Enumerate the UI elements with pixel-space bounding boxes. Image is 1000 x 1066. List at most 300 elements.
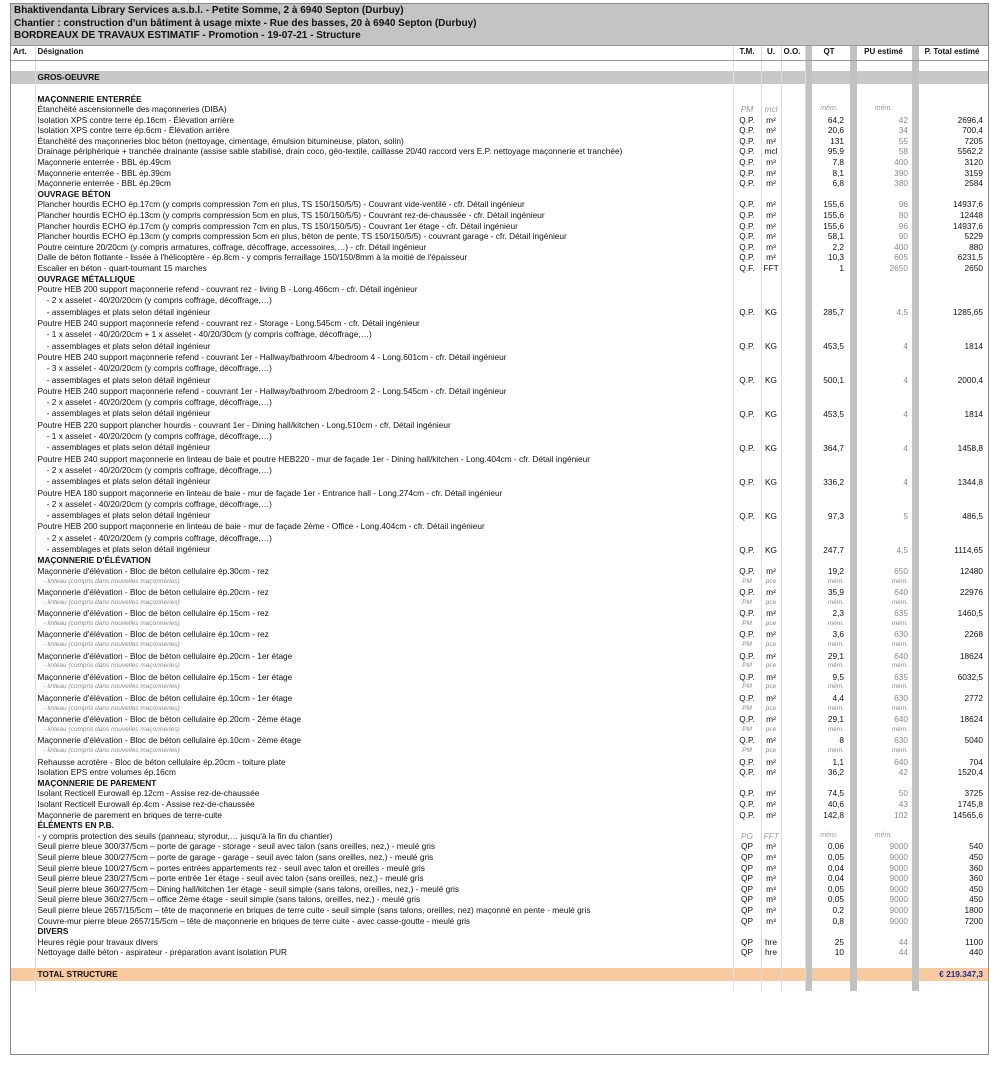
cell-oo xyxy=(781,704,805,715)
cell-unit: m² xyxy=(761,136,781,147)
table-row xyxy=(11,831,988,842)
cell-qt: 10,3 xyxy=(827,252,844,263)
cell-pu: 96 xyxy=(898,199,908,210)
cell-qt xyxy=(812,820,850,831)
cell-unit: KG xyxy=(761,352,781,386)
cell-unit: m² xyxy=(761,115,781,126)
gutter xyxy=(805,905,812,916)
gutter xyxy=(850,608,857,619)
cell-oo xyxy=(781,454,805,488)
cell-designation: MAÇONNERIE D'ÉLÉVATION xyxy=(35,555,733,566)
table-row xyxy=(11,746,988,757)
gutter xyxy=(805,199,812,210)
gutter xyxy=(850,640,857,651)
cell-unit xyxy=(761,968,781,981)
gutter xyxy=(805,926,812,937)
cell-tm: QP xyxy=(733,884,761,895)
table-row xyxy=(11,199,988,210)
cell-designation: - linteau (compris dans nouvelles maçonneries) xyxy=(35,640,733,651)
gutter xyxy=(805,788,812,799)
table-row xyxy=(11,386,988,420)
gutter xyxy=(805,587,812,598)
cell-tm: QP xyxy=(733,852,761,863)
cell-tm xyxy=(733,274,761,285)
cell-unit xyxy=(761,60,781,71)
cell-tm: PM xyxy=(733,577,761,588)
gutter xyxy=(912,704,919,715)
cell-qt: 9,5 xyxy=(832,671,844,682)
cell-oo xyxy=(781,661,805,672)
gutter xyxy=(805,94,812,105)
table-row xyxy=(11,725,988,736)
cell-qt xyxy=(812,555,850,566)
gutter xyxy=(805,894,812,905)
cell-oo xyxy=(781,104,805,115)
table-body xyxy=(11,60,988,991)
document-header xyxy=(11,4,988,46)
cell-designation: MAÇONNERIE ENTERRÉE xyxy=(35,94,733,105)
cell-art xyxy=(11,136,35,147)
cell-designation: Maçonnerie d'élévation - Bloc de béton cellulaire ép.10cm - 2ème étage xyxy=(35,735,733,746)
gutter xyxy=(805,284,812,318)
table-row xyxy=(11,884,988,895)
cell-unit: m³ xyxy=(761,916,781,927)
cell-qt: mém. xyxy=(827,725,844,733)
cell-qt: 19,2 xyxy=(827,565,844,576)
cell-unit: m² xyxy=(761,199,781,210)
gutter xyxy=(912,231,919,242)
gutter xyxy=(850,820,857,831)
gutter xyxy=(805,884,812,895)
cell-pu xyxy=(857,820,912,831)
cell-tm xyxy=(733,778,761,789)
cell-designation: Seuil pierre bleue 300/27/5cm – porte de garage - garage - seuil avec talon (sans oreilles, nez,) - meulé gris xyxy=(35,852,733,863)
gutter xyxy=(850,521,857,555)
table-row xyxy=(11,799,988,810)
gutter xyxy=(912,884,919,895)
cell-designation: Maçonnerie d'élévation - Bloc de béton cellulaire ép.15cm - rez xyxy=(35,608,733,619)
cell-oo xyxy=(781,958,805,968)
cell-total xyxy=(919,274,988,285)
cell-unit xyxy=(761,84,781,94)
cell-tm: PM xyxy=(733,640,761,651)
cell-total: 3159 xyxy=(964,167,983,178)
cell-art xyxy=(11,725,35,736)
gutter xyxy=(850,94,857,105)
cell-pu: mém. xyxy=(891,747,908,754)
gutter xyxy=(850,746,857,757)
gutter xyxy=(805,820,812,831)
gutter xyxy=(912,958,919,968)
gutter xyxy=(912,252,919,263)
gutter xyxy=(850,284,857,318)
cell-designation: - linteau (compris dans nouvelles maçonneries) xyxy=(35,577,733,588)
cell-designation: Poutre HEB 240 support maçonnerie en linteau de baie et poutre HEB220 - mur de façade 1er - Dining hall/kitchen - Long.404cm - cfr. Détail ingénieur - 2 x asselet - 40/20/20cm (y compris coffrage, décoffrage,…) - assemblages et plats selon détail ingénieur xyxy=(35,454,733,488)
cell-total: 5040 xyxy=(964,735,983,746)
cell-total: 1114,65 xyxy=(954,544,983,555)
table-row xyxy=(11,231,988,242)
gutter xyxy=(805,136,812,147)
cell-oo xyxy=(781,352,805,386)
cell-qt: 0,05 xyxy=(827,894,844,905)
cell-total: 450 xyxy=(969,883,983,894)
table-row xyxy=(11,916,988,927)
cell-pu xyxy=(857,94,912,105)
cell-pu: 4 xyxy=(903,341,908,352)
gutter xyxy=(912,454,919,488)
cell-unit: m² xyxy=(761,231,781,242)
gutter xyxy=(912,619,919,630)
cell-pu xyxy=(857,274,912,285)
gutter xyxy=(912,71,919,84)
cell-qt: 155,6 xyxy=(823,220,844,231)
cell-tm: Q.P. xyxy=(733,566,761,577)
gutter xyxy=(805,767,812,778)
table-row xyxy=(11,937,988,948)
gutter xyxy=(805,46,812,61)
cell-unit: KG xyxy=(761,454,781,488)
gutter xyxy=(805,799,812,810)
gutter xyxy=(805,693,812,704)
table-row xyxy=(11,947,988,958)
cell-tm: Q.P. xyxy=(733,608,761,619)
gutter xyxy=(805,757,812,768)
cell-qt: 364,7 xyxy=(823,443,844,454)
cell-oo xyxy=(781,274,805,285)
cell-unit: m² xyxy=(761,693,781,704)
cell-designation: Nettoyage dalle béton - aspirateur - préparation avant isolation PUR xyxy=(35,947,733,958)
table-row xyxy=(11,651,988,662)
col-header-art: Art. xyxy=(11,46,35,61)
cell-pu: 640 xyxy=(894,650,908,661)
gutter xyxy=(805,863,812,874)
cell-unit: m³ xyxy=(761,873,781,884)
cell-unit xyxy=(761,94,781,105)
gutter xyxy=(805,386,812,420)
cell-total: 2696,4 xyxy=(957,114,983,125)
gutter xyxy=(912,968,919,981)
gutter xyxy=(805,704,812,715)
gutter xyxy=(850,767,857,778)
gutter xyxy=(805,84,812,94)
cell-oo xyxy=(781,210,805,221)
cell-art xyxy=(11,916,35,927)
table-row xyxy=(11,352,988,386)
cell-art xyxy=(11,488,35,522)
cell-art xyxy=(11,221,35,232)
cell-unit: m² xyxy=(761,651,781,662)
table-row xyxy=(11,263,988,274)
cell-art xyxy=(11,608,35,619)
gutter xyxy=(850,841,857,852)
cell-qt: 0,05 xyxy=(827,851,844,862)
cell-pu: mém. xyxy=(891,619,908,627)
gutter xyxy=(805,420,812,454)
cell-qt: 155,6 xyxy=(823,199,844,210)
cell-pu xyxy=(857,555,912,566)
cell-pu: 640 xyxy=(894,714,908,725)
cell-oo xyxy=(781,651,805,662)
cell-designation: Maçonnerie d'élévation - Bloc de béton cellulaire ép.20cm - 2ème étage xyxy=(35,714,733,725)
cell-unit: m² xyxy=(761,714,781,725)
cell-art xyxy=(11,767,35,778)
cell-unit: m² xyxy=(761,810,781,821)
gutter xyxy=(850,778,857,789)
cell-unit xyxy=(761,274,781,285)
cell-qt xyxy=(812,981,850,991)
gutter xyxy=(850,231,857,242)
cell-total xyxy=(919,598,988,609)
gutter xyxy=(912,115,919,126)
cell-oo xyxy=(781,767,805,778)
gutter xyxy=(850,810,857,821)
cell-art xyxy=(11,682,35,693)
cell-tm: Q.P. xyxy=(733,252,761,263)
cell-total: € 219.347,3 xyxy=(919,968,988,981)
table-row xyxy=(11,157,988,168)
cell-qt: 35,9 xyxy=(827,587,844,598)
cell-tm: QP xyxy=(733,937,761,948)
cell-total: 14565,6 xyxy=(953,809,983,820)
gutter xyxy=(912,661,919,672)
gutter xyxy=(850,916,857,927)
cell-pu: 9000 xyxy=(889,841,908,852)
cell-unit: hre xyxy=(761,947,781,958)
cell-designation: Maçonnerie d'élévation - Bloc de béton cellulaire ép.15cm - 1er étage xyxy=(35,672,733,683)
cell-art xyxy=(11,672,35,683)
cell-total xyxy=(919,926,988,937)
cell-unit: pce xyxy=(761,661,781,672)
cell-pu: mém. xyxy=(891,725,908,733)
gutter xyxy=(850,651,857,662)
gutter xyxy=(805,488,812,522)
gutter xyxy=(850,352,857,386)
cell-pu: 640 xyxy=(894,756,908,767)
cell-tm: Q.P. xyxy=(733,146,761,157)
cell-unit: m² xyxy=(761,629,781,640)
gutter xyxy=(805,916,812,927)
cell-art xyxy=(11,873,35,884)
cell-unit: pce xyxy=(761,640,781,651)
cell-designation: - linteau (compris dans nouvelles maçonneries) xyxy=(35,619,733,630)
cell-art xyxy=(11,454,35,488)
cell-designation: Escalier en béton - quart-tournant 15 marches xyxy=(35,263,733,274)
gutter xyxy=(912,725,919,736)
cell-tm: QP xyxy=(733,841,761,852)
cell-art xyxy=(11,284,35,318)
cell-oo xyxy=(781,60,805,71)
cell-designation: Plancher hourdis ECHO ép.17cm (y compris compression 7cm en plus, TS 150/150/5/5) - Couvrant 1er étage - cfr. Détail ingénieur xyxy=(35,221,733,232)
cell-art xyxy=(11,587,35,598)
table-row xyxy=(11,788,988,799)
gutter xyxy=(912,863,919,874)
gutter xyxy=(805,178,812,189)
cell-tm xyxy=(733,555,761,566)
cell-qt: 155,6 xyxy=(823,210,844,221)
cell-tm: Q.P. xyxy=(733,672,761,683)
cell-designation: Dalle de béton flottante - lissée à l'hélicoptère - ép.8cm - y compris ferraillage 150/150/8mm à la moitié de l'épaisseur xyxy=(35,252,733,263)
cell-qt: 285,7 xyxy=(823,307,844,318)
gutter xyxy=(912,852,919,863)
gutter xyxy=(850,884,857,895)
cell-qt: 1 xyxy=(839,263,844,273)
cell-unit: pce xyxy=(761,682,781,693)
gutter xyxy=(850,125,857,136)
cell-art xyxy=(11,799,35,810)
table-row xyxy=(11,420,988,454)
cell-tm xyxy=(733,968,761,981)
gutter xyxy=(850,958,857,968)
cell-art xyxy=(11,981,35,991)
cell-tm: Q.P. xyxy=(733,125,761,136)
cell-art xyxy=(11,555,35,566)
cell-tm: Q.P. xyxy=(733,386,761,420)
cell-oo xyxy=(781,608,805,619)
cell-designation: Maçonnerie d'élévation - Bloc de béton cellulaire ép.20cm - rez xyxy=(35,587,733,598)
cell-tm xyxy=(733,981,761,991)
client-line: Bhaktivendanta Library Services a.s.b.l. - Petite Somme, 2 à 6940 Septon (Durbuy) xyxy=(14,5,404,16)
cell-qt: 8 xyxy=(839,735,844,746)
cell-art xyxy=(11,884,35,895)
gutter xyxy=(912,947,919,958)
cell-pu: 58 xyxy=(898,146,908,157)
cell-unit: m² xyxy=(761,221,781,232)
cell-designation: ÉLÉMENTS EN P.B. xyxy=(35,820,733,831)
cell-unit: pce xyxy=(761,598,781,609)
cell-oo xyxy=(781,693,805,704)
cell-pu: 102 xyxy=(894,809,908,820)
cell-total: 14937,6 xyxy=(953,220,983,231)
cell-oo xyxy=(781,714,805,725)
cell-pu: 44 xyxy=(898,947,908,958)
table-row xyxy=(11,704,988,715)
gutter xyxy=(912,598,919,609)
cell-pu xyxy=(857,968,912,981)
cell-qt: 58,1 xyxy=(827,231,844,242)
gutter xyxy=(912,746,919,757)
cell-art xyxy=(11,788,35,799)
cell-unit: m² xyxy=(761,168,781,179)
gutter xyxy=(805,71,812,84)
cell-total xyxy=(919,71,988,84)
gutter xyxy=(850,757,857,768)
cell-pu: 44 xyxy=(898,936,908,947)
cell-qt: 247,7 xyxy=(823,544,844,555)
cell-qt xyxy=(812,968,850,981)
gutter xyxy=(850,873,857,884)
cell-pu: 640 xyxy=(894,587,908,598)
cell-oo xyxy=(781,894,805,905)
gutter xyxy=(850,242,857,253)
cell-qt: 20,6 xyxy=(827,125,844,136)
cell-tm xyxy=(733,71,761,84)
table-row xyxy=(11,735,988,746)
cell-qt: 2,2 xyxy=(832,241,844,252)
cell-pu: 4 xyxy=(903,443,908,454)
cell-pu: 34 xyxy=(898,125,908,136)
cell-designation: - y compris protection des seuils (panneau, styrodur,… jusqu'à la fin du chantier) xyxy=(35,831,733,842)
gutter xyxy=(805,746,812,757)
gutter xyxy=(912,221,919,232)
cell-qt: mém. xyxy=(827,641,844,649)
gutter xyxy=(912,210,919,221)
cell-art xyxy=(11,386,35,420)
cell-total: 2772 xyxy=(964,693,983,704)
cell-total: 360 xyxy=(969,873,983,884)
cell-designation: - linteau (compris dans nouvelles maçonneries) xyxy=(35,746,733,757)
cell-unit: m³ xyxy=(761,894,781,905)
cell-total xyxy=(919,831,988,842)
cell-art xyxy=(11,735,35,746)
cell-total xyxy=(919,189,988,200)
cell-art xyxy=(11,577,35,588)
cell-pu xyxy=(857,71,912,84)
cell-tm: QP xyxy=(733,947,761,958)
cell-designation: Poutre HEB 240 support maçonnerie refend - couvrant 1er - Hallway/bathroom 2/bedroom 2 - Long.545cm - cfr. Détail ingénieur - 2 x asselet - 40/20/20cm (y compris coffrage, décoffrage,…) - assemblages et plats selon détail ingénieur xyxy=(35,386,733,420)
gutter xyxy=(912,682,919,693)
cell-designation: Poutre HEB 200 support maçonnerie refend - couvrant rez - living B - Long.466cm - cfr. Détail ingénieur - 2 x asselet - 40/20/20cm (y compris coffrage, décoffrage,…) - assemblages et plats selon détail ingénieur xyxy=(35,284,733,318)
cell-tm: Q.P. xyxy=(733,587,761,598)
gutter xyxy=(805,454,812,488)
cell-unit: m² xyxy=(761,178,781,189)
cell-tm: Q.P. xyxy=(733,767,761,778)
cell-oo xyxy=(781,263,805,274)
table-row xyxy=(11,894,988,905)
cell-art xyxy=(11,810,35,821)
gutter xyxy=(805,598,812,609)
gutter xyxy=(805,168,812,179)
cell-unit: pce xyxy=(761,704,781,715)
cell-art xyxy=(11,820,35,831)
cell-tm: Q.P. xyxy=(733,651,761,662)
cell-art xyxy=(11,274,35,285)
cell-pu: mém. xyxy=(891,598,908,606)
cell-pu: 650 xyxy=(894,565,908,576)
gutter xyxy=(912,873,919,884)
gutter xyxy=(912,778,919,789)
table-row xyxy=(11,521,988,555)
cell-oo xyxy=(781,735,805,746)
section-row xyxy=(11,274,988,285)
cell-pu: 90 xyxy=(898,231,908,242)
cell-art xyxy=(11,352,35,386)
cell-qt xyxy=(812,84,850,94)
cell-unit: m³ xyxy=(761,242,781,253)
cell-pu: 42 xyxy=(898,114,908,125)
cell-unit: m² xyxy=(761,210,781,221)
gutter xyxy=(912,640,919,651)
cell-total xyxy=(919,661,988,672)
cell-unit: pce xyxy=(761,577,781,588)
cell-art xyxy=(11,894,35,905)
cell-designation: OUVRAGE BÉTON xyxy=(35,189,733,200)
cell-total: 6231,5 xyxy=(957,252,983,263)
gutter xyxy=(912,926,919,937)
cell-designation: Seuil pierre bleue 300/37/5cm – porte de garage - storage - seuil avec talon (sans oreilles, nez,) - meulé gris xyxy=(35,841,733,852)
gutter xyxy=(805,252,812,263)
cell-oo xyxy=(781,629,805,640)
cell-total: 12480 xyxy=(959,565,983,576)
gutter xyxy=(912,420,919,454)
cell-pu: mém. xyxy=(874,831,893,839)
gutter xyxy=(850,598,857,609)
cell-total: 12448 xyxy=(959,210,983,221)
cell-oo xyxy=(781,318,805,352)
cell-tm xyxy=(733,94,761,105)
cell-total: 1520,4 xyxy=(957,767,983,778)
cell-pu: mém. xyxy=(891,683,908,691)
section-row xyxy=(11,820,988,831)
